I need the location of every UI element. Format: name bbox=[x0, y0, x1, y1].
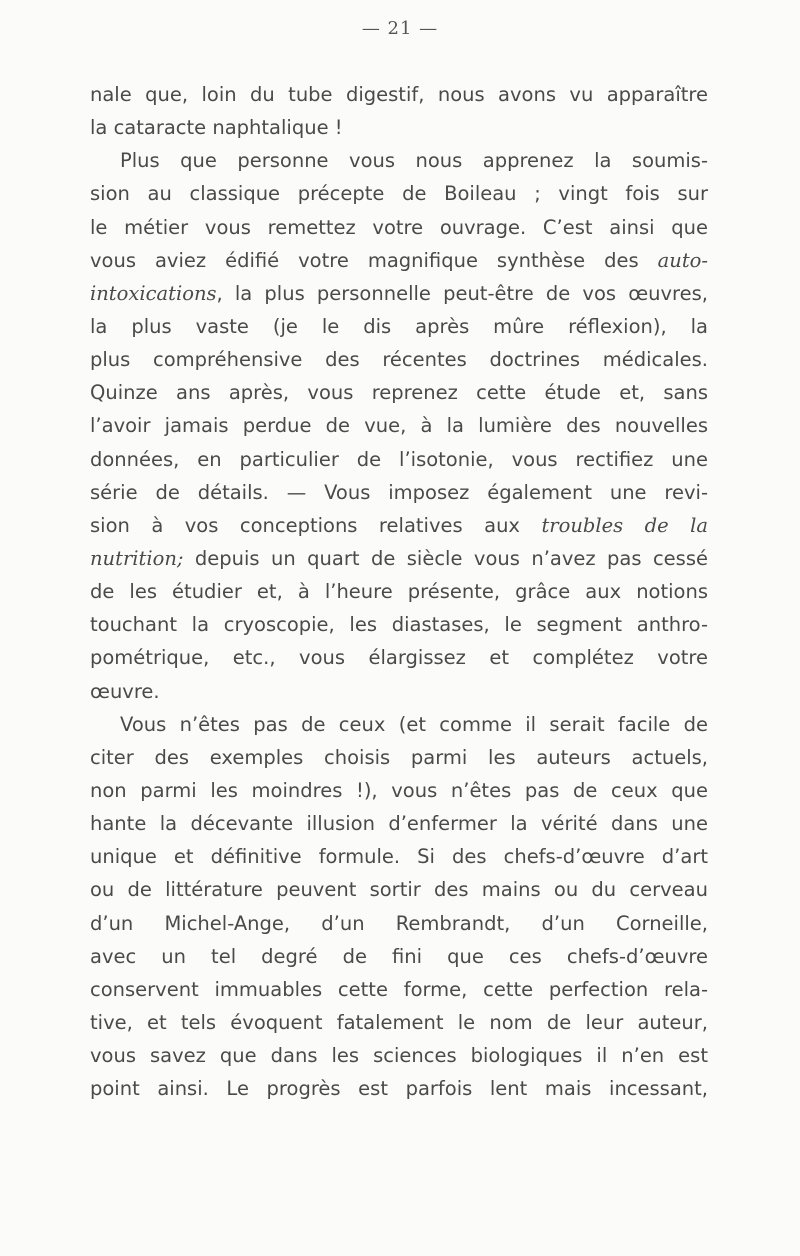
text-run: , la plus personnelle peut-être de vos œuvres, bbox=[216, 281, 708, 305]
text-line: d’un Michel-Ange, d’un Rembrandt, d’un Corneille, bbox=[90, 911, 708, 935]
text-line bbox=[90, 509, 708, 542]
text-line bbox=[90, 542, 708, 575]
text-line: plus compréhensive des récentes doctrines médicales. bbox=[90, 348, 708, 372]
text-line: sion au classique précepte de Boileau ; vingt fois sur bbox=[90, 182, 708, 206]
text-line: touchant la cryoscopie, les diastases, le segment anthro- bbox=[90, 613, 708, 637]
text-line: nale que, loin du tube digestif, nous avons vu apparaître bbox=[90, 83, 708, 106]
text-line bbox=[90, 277, 708, 310]
text-line: point ainsi. Le progrès est parfois lent mais incessant, bbox=[90, 1077, 708, 1101]
italic-title-run: nutrition; bbox=[90, 546, 184, 570]
text-line: conservent immuables cette forme, cette perfection rela- bbox=[90, 977, 708, 1001]
italic-title-run: intoxications bbox=[90, 281, 217, 305]
paragraph-start-line: Plus que personne vous nous apprenez la soumis- bbox=[120, 149, 708, 173]
page-number: — 21 — bbox=[361, 18, 439, 39]
text-line: pométrique, etc., vous élargissez et complétez votre bbox=[90, 646, 708, 670]
text-line: vous savez que dans les sciences biologiques il n’en est bbox=[90, 1044, 708, 1068]
text-line: hante la décevante illusion d’enfermer la vérité dans une bbox=[90, 812, 708, 836]
text-line bbox=[90, 244, 708, 277]
text-line: non parmi les moindres !), vous n’êtes pas de ceux que bbox=[90, 778, 708, 802]
text-line: Quinze ans après, vous reprenez cette étude et, sans bbox=[90, 381, 708, 405]
text-run: depuis un quart de siècle vous n’avez pas cessé bbox=[183, 546, 708, 570]
text-run: sion à vos conceptions relatives aux bbox=[90, 513, 542, 537]
text-line: le métier vous remettez votre ouvrage. C’est ainsi que bbox=[90, 215, 708, 239]
text-line: citer des exemples choisis parmi les auteurs actuels, bbox=[90, 745, 708, 769]
text-line: l’avoir jamais perdue de vue, à la lumière des nouvelles bbox=[90, 414, 708, 438]
text-line: ou de littérature peuvent sortir des mains ou du cerveau bbox=[90, 878, 708, 902]
body-text bbox=[90, 78, 708, 1105]
text-line: œuvre. bbox=[90, 679, 160, 703]
text-line: série de détails. — Vous imposez également une revi- bbox=[90, 480, 708, 504]
text-line: tive, et tels évoquent fatalement le nom de leur auteur, bbox=[90, 1010, 708, 1034]
text-line: avec un tel degré de fini que ces chefs-d’œuvre bbox=[90, 944, 708, 968]
italic-title-run: troubles de la bbox=[541, 513, 708, 537]
text-line: unique et définitive formule. Si des chefs-d’œuvre d’art bbox=[90, 845, 708, 869]
text-line: données, en particulier de l’isotonie, vous rectifiez une bbox=[90, 447, 708, 471]
text-line: la plus vaste (je le dis après mûre réflexion), la bbox=[90, 314, 708, 338]
text-line: de les étudier et, à l’heure présente, grâce aux notions bbox=[90, 580, 708, 604]
paragraph-start-line: Vous n’êtes pas de ceux (et comme il serait facile de bbox=[120, 712, 708, 736]
italic-title-run: auto- bbox=[657, 248, 708, 272]
text-line: la cataracte naphtalique ! bbox=[90, 116, 343, 140]
text-run: vous aviez édifié votre magnifique synthèse des bbox=[90, 248, 658, 272]
